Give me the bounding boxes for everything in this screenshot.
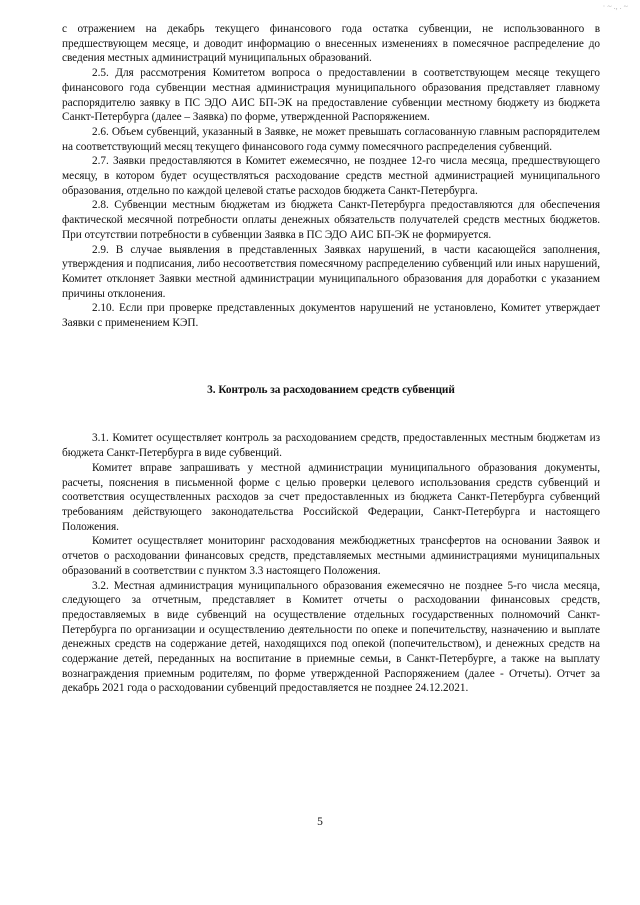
page-number: 5 (317, 816, 323, 828)
document-page (62, 22, 600, 696)
paragraph-2-5: 2.5. Для рассмотрения Комитетом вопроса о предоставлении в соответствующем месяце текущего финансового года субвенции местная администрация муниципального образования представляет главному распорядителю заявку в ПС ЭДО АИС БП-ЭК на предоставление субвенции местному бюджету из бюджета Санкт-Петербурга (далее – Заявка) по форме, утвержденной Распоряжением. (62, 67, 600, 124)
paragraph-3-2: 3.2. Местная администрация муниципального образования ежемесячно не позднее 5-го числа месяца, следующего за отчетным, представляет в Комитет отчеты о расходовании финансовых средств, предоставляемых в виде субвенций на осуществление отдельных государственных полномочий Санкт-Петербурга по организации и осуществлению деятельности по опеке и попечительству, назначению и выплате денежных средств на содержание детей, находящихся под опекой (попечительством), и денежных средств на содержание детей, переданных на воспитание в приемные семьи, в Санкт-Петербурге, а также на выплату вознаграждения приемным родителям, по форме утвержденной Распоряжением (далее - Отчеты). Отчет за декабрь 2021 года о расходовании субвенций предоставляется не позднее 24.12.2021. (62, 579, 600, 695)
corner-mark: · ~ ., . ~ (602, 2, 628, 11)
paragraph-2-10: 2.10. Если при проверке представленных документов нарушений не установлено, Комитет утверждает Заявки с применением КЭП. (62, 302, 600, 330)
paragraph-2-8: 2.8. Субвенции местным бюджетам из бюджета Санкт-Петербурга предоставляются для обеспечения фактической месячной потребности оплаты денежных обязательств получателей средств местных бюджетов. При отсутствии потребности в субвенции Заявка в ПС ЭДО АИС БП-ЭК не формируется. (62, 199, 600, 241)
paragraph-3-1: 3.1. Комитет осуществляет контроль за расходованием средств, предоставленных местным бюджетам из бюджета Санкт-Петербурга в виде субвенций. (62, 432, 600, 460)
paragraph-continuation: с отражением на декабрь текущего финансового года остатка субвенции, не использованного в предшествующем месяце, и доводит информацию о внесенных изменениях в помесячное распределение до сведения местных администраций муниципальных образований. (62, 23, 600, 65)
section-title: 3. Контроль за расходованием средств субвенций (207, 383, 455, 396)
paragraph-2-6: 2.6. Объем субвенций, указанный в Заявке, не может превышать согласованную главным распорядителем на соответствующий месяц текущего финансового года сумму помесячного распределения субвенций. (62, 125, 600, 153)
paragraph-committee-monitoring: Комитет осуществляет мониторинг расходования межбюджетных трансфертов на основании Заявок и отчетов о расходовании финансовых средств, представляемых местными администрациями муниципальных образований в соответствии с пунктом 3.3 настоящего Положения. (62, 535, 600, 577)
paragraph-2-9: 2.9. В случае выявления в представленных Заявках нарушений, в части касающейся заполнения, утверждения и подписания, либо несоответствия помесячному распределению субвенций или иных нарушений, Комитет отклоняет Заявки местной администрации муниципального образования для доработки с указанием причины отклонения. (62, 243, 600, 300)
paragraph-committee-request: Комитет вправе запрашивать у местной администрации муниципального образования документы, расчеты, пояснения в письменной форме с целью проверки целевого использования средств субвенций и соответствия осуществленных расходов за счет предоставленных из бюджета Санкт-Петербурга субвенций требованиям действующего законодательства Российской Федерации, Санкт-Петербурга и настоящего Положения. (62, 461, 600, 533)
paragraph-2-7: 2.7. Заявки предоставляются в Комитет ежемесячно, не позднее 12-го числа месяца, предшествующего месяцу, в котором будет осуществляться расходование средств местной администрацией муниципального образования, отдельно по каждой целевой статье расходов бюджета Санкт-Петербурга. (62, 155, 600, 197)
